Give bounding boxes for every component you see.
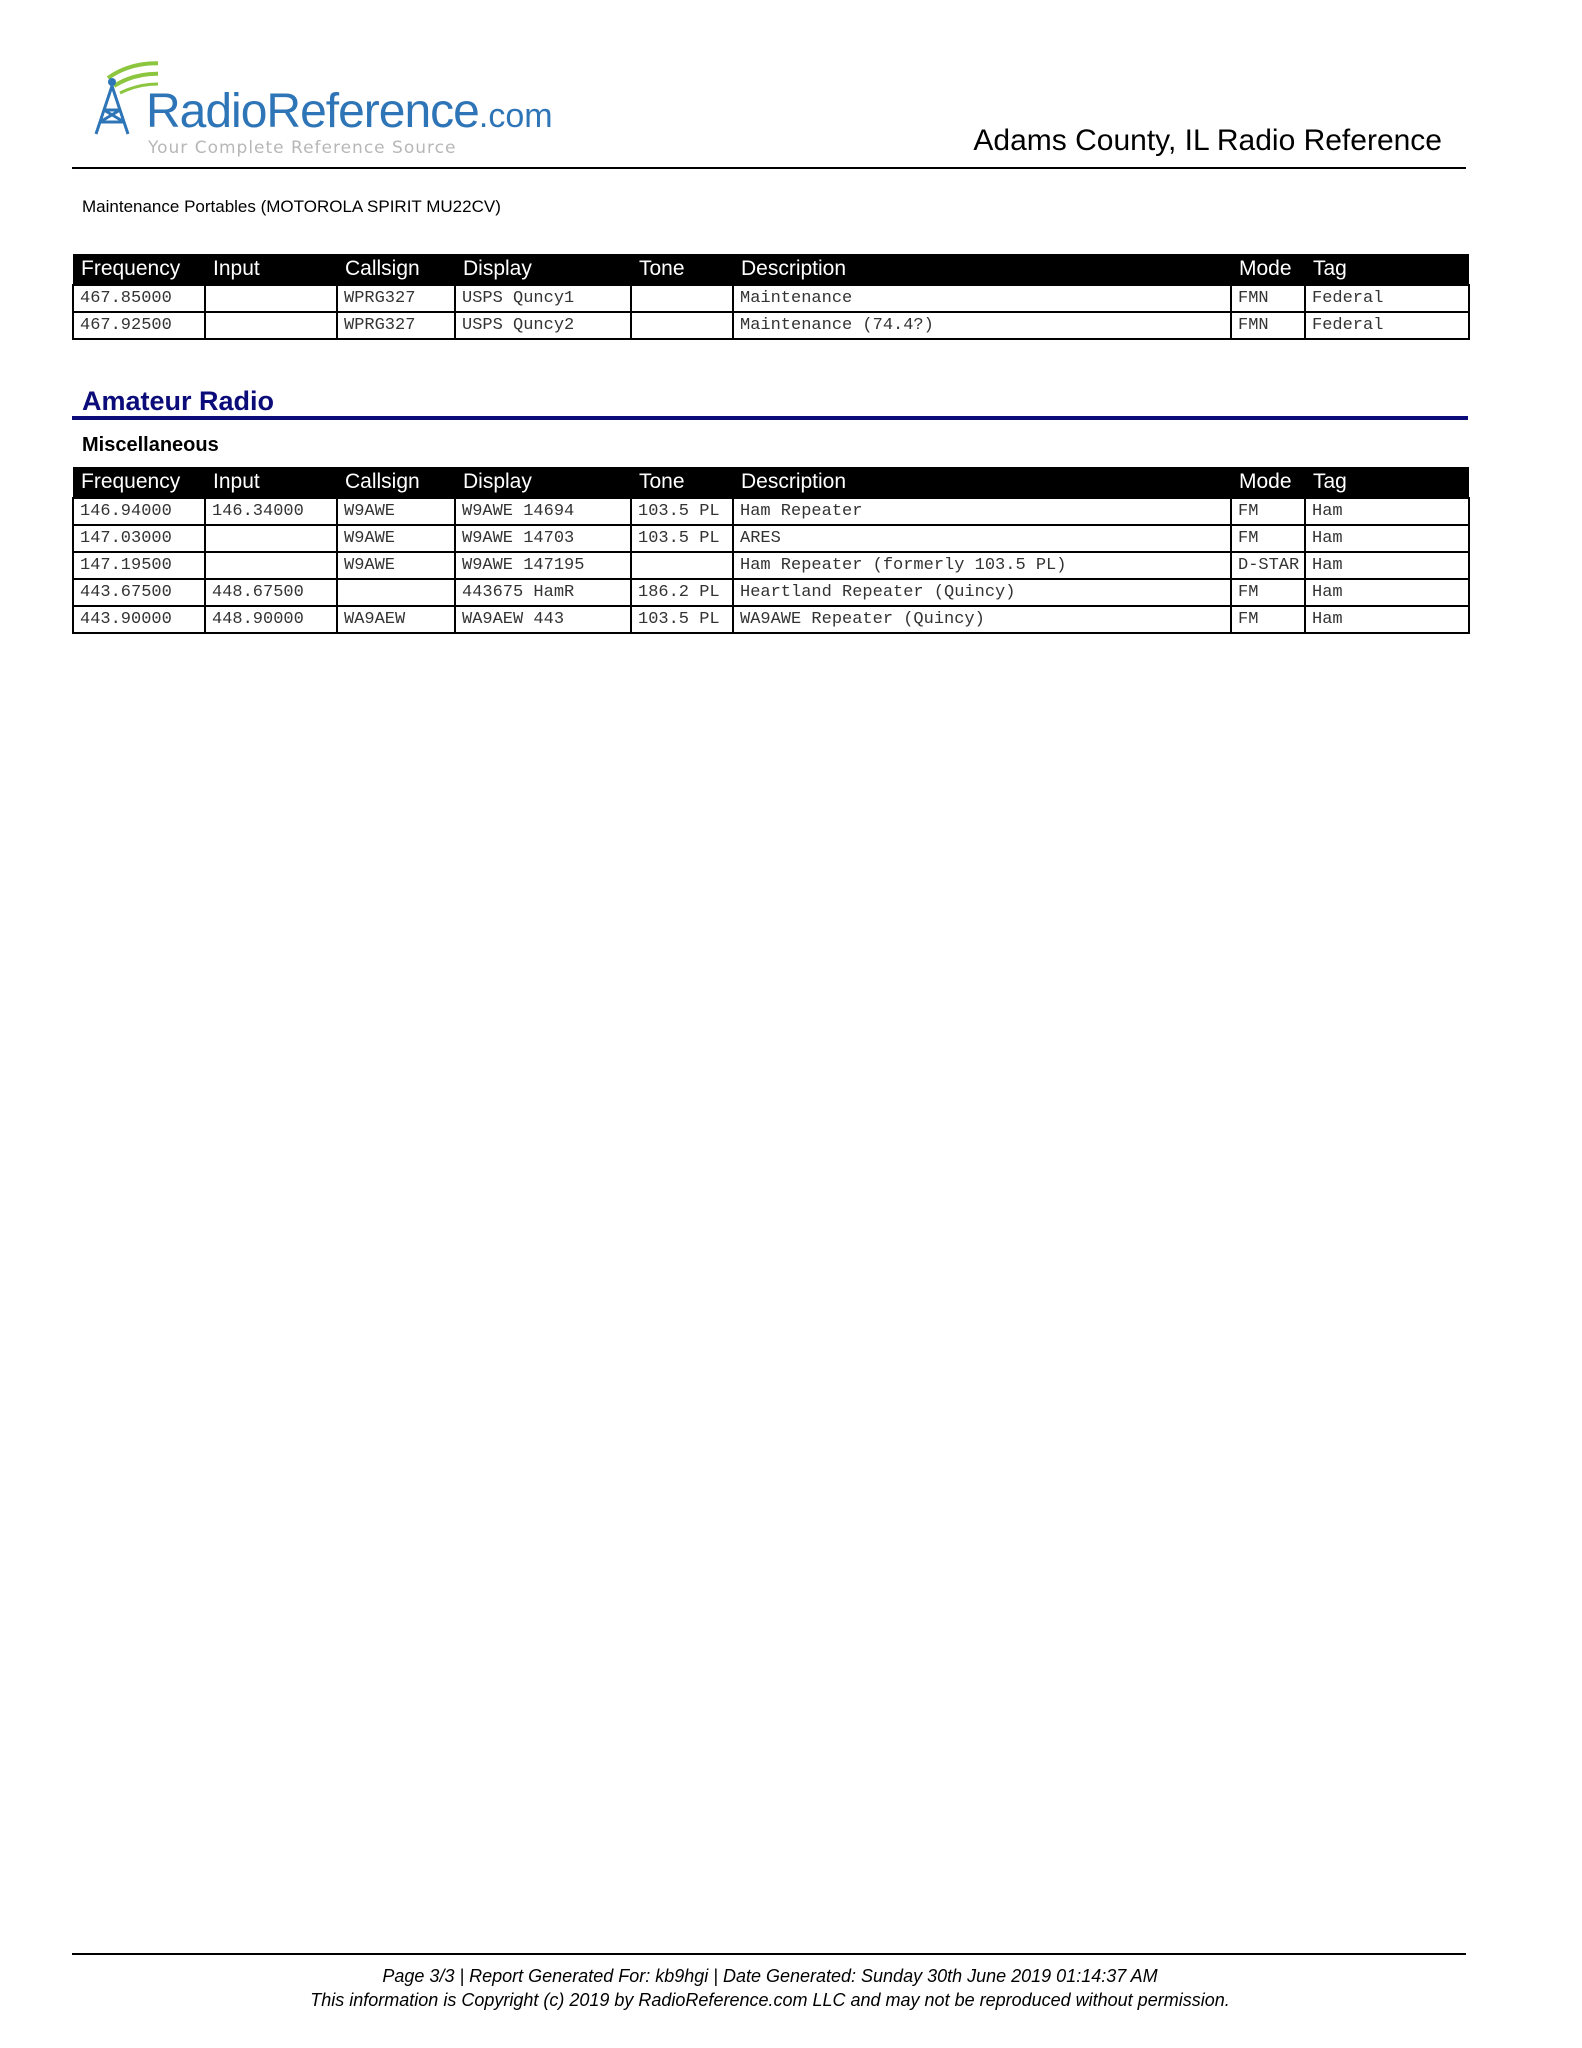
cell-display: W9AWE 14694	[455, 498, 631, 525]
column-header-frequency: Frequency	[73, 467, 205, 498]
cell-input: 146.34000	[205, 498, 337, 525]
cell-input: 448.90000	[205, 606, 337, 633]
category-title-amateur-radio: Amateur Radio	[82, 386, 275, 416]
cell-frequency: 443.90000	[73, 606, 205, 633]
cell-callsign: W9AWE	[337, 552, 455, 579]
subgroup-title-miscellaneous: Miscellaneous	[82, 434, 219, 456]
column-header-tone: Tone	[631, 254, 733, 285]
cell-display: USPS Quncy1	[455, 285, 631, 312]
cell-description: ARES	[733, 525, 1231, 552]
column-header-mode: Mode	[1231, 254, 1305, 285]
radioreference-logo	[78, 56, 553, 166]
column-header-callsign: Callsign	[337, 467, 455, 498]
table-row	[73, 579, 1469, 606]
cell-tag: Ham	[1305, 498, 1469, 525]
cell-callsign: W9AWE	[337, 525, 455, 552]
cell-description: Heartland Repeater (Quincy)	[733, 579, 1231, 606]
cell-tone	[631, 285, 733, 312]
cell-tone	[631, 312, 733, 339]
column-header-mode: Mode	[1231, 467, 1305, 498]
cell-frequency: 443.67500	[73, 579, 205, 606]
cell-frequency: 147.19500	[73, 552, 205, 579]
frequency-table-amateur	[72, 467, 1470, 634]
column-header-input: Input	[205, 254, 337, 285]
cell-frequency: 146.94000	[73, 498, 205, 525]
column-header-tag: Tag	[1305, 254, 1469, 285]
table-row	[73, 606, 1469, 633]
cell-tone: 103.5 PL	[631, 498, 733, 525]
column-header-input: Input	[205, 467, 337, 498]
column-header-tag: Tag	[1305, 467, 1469, 498]
cell-mode: FM	[1231, 525, 1305, 552]
subgroup-title-maintenance: Maintenance Portables (MOTOROLA SPIRIT MU22CV)	[82, 197, 501, 216]
cell-tag: Federal	[1305, 312, 1469, 339]
cell-display: 443675 HamR	[455, 579, 631, 606]
cell-display: W9AWE 147195	[455, 552, 631, 579]
column-header-description: Description	[733, 254, 1231, 285]
cell-tag: Ham	[1305, 579, 1469, 606]
cell-mode: FMN	[1231, 312, 1305, 339]
cell-tag: Ham	[1305, 525, 1469, 552]
cell-callsign	[337, 579, 455, 606]
frequency-table-maintenance	[72, 254, 1470, 340]
cell-description: WA9AWE Repeater (Quincy)	[733, 606, 1231, 633]
cell-mode: D-STAR	[1231, 552, 1305, 579]
cell-callsign: WPRG327	[337, 285, 455, 312]
cell-tone	[631, 552, 733, 579]
cell-mode: FM	[1231, 579, 1305, 606]
cell-tag: Ham	[1305, 552, 1469, 579]
cell-description: Ham Repeater (formerly 103.5 PL)	[733, 552, 1231, 579]
column-header-display: Display	[455, 467, 631, 498]
table-header-row	[73, 254, 1469, 285]
cell-display: W9AWE 14703	[455, 525, 631, 552]
table-row	[73, 525, 1469, 552]
report-title: Adams County, IL Radio Reference	[973, 124, 1442, 157]
cell-frequency: 467.85000	[73, 285, 205, 312]
cell-callsign: WPRG327	[337, 312, 455, 339]
column-header-tone: Tone	[631, 467, 733, 498]
logo-wordmark: RadioReference.com	[146, 85, 553, 138]
cell-frequency: 147.03000	[73, 525, 205, 552]
cell-input: 448.67500	[205, 579, 337, 606]
cell-tone: 103.5 PL	[631, 606, 733, 633]
footer-copyright: This information is Copyright (c) 2019 by RadioReference.com LLC and may not be reproduced without permission.	[310, 1990, 1230, 2010]
cell-display: USPS Quncy2	[455, 312, 631, 339]
column-header-display: Display	[455, 254, 631, 285]
footer-divider	[72, 1953, 1466, 1955]
category-divider	[72, 416, 1468, 420]
table-row	[73, 312, 1469, 339]
cell-tag: Federal	[1305, 285, 1469, 312]
table-row	[73, 498, 1469, 525]
footer-page-info: Page 3/3 | Report Generated For: kb9hgi | Date Generated: Sunday 30th June 2019 01:14:37 AM	[382, 1966, 1158, 1986]
cell-input	[205, 285, 337, 312]
cell-description: Maintenance (74.4?)	[733, 312, 1231, 339]
cell-callsign: WA9AEW	[337, 606, 455, 633]
table-row	[73, 552, 1469, 579]
cell-tone: 186.2 PL	[631, 579, 733, 606]
cell-description: Maintenance	[733, 285, 1231, 312]
column-header-callsign: Callsign	[337, 254, 455, 285]
cell-mode: FMN	[1231, 285, 1305, 312]
column-header-frequency: Frequency	[73, 254, 205, 285]
cell-display: WA9AEW 443	[455, 606, 631, 633]
table-row	[73, 285, 1469, 312]
cell-tone: 103.5 PL	[631, 525, 733, 552]
cell-input	[205, 552, 337, 579]
table-header-row	[73, 467, 1469, 498]
logo-tagline: Your Complete Reference Source	[148, 138, 457, 158]
cell-input	[205, 312, 337, 339]
cell-description: Ham Repeater	[733, 498, 1231, 525]
column-header-description: Description	[733, 467, 1231, 498]
header-divider	[72, 167, 1466, 169]
cell-callsign: W9AWE	[337, 498, 455, 525]
cell-input	[205, 525, 337, 552]
cell-tag: Ham	[1305, 606, 1469, 633]
cell-mode: FM	[1231, 606, 1305, 633]
cell-mode: FM	[1231, 498, 1305, 525]
cell-frequency: 467.92500	[73, 312, 205, 339]
